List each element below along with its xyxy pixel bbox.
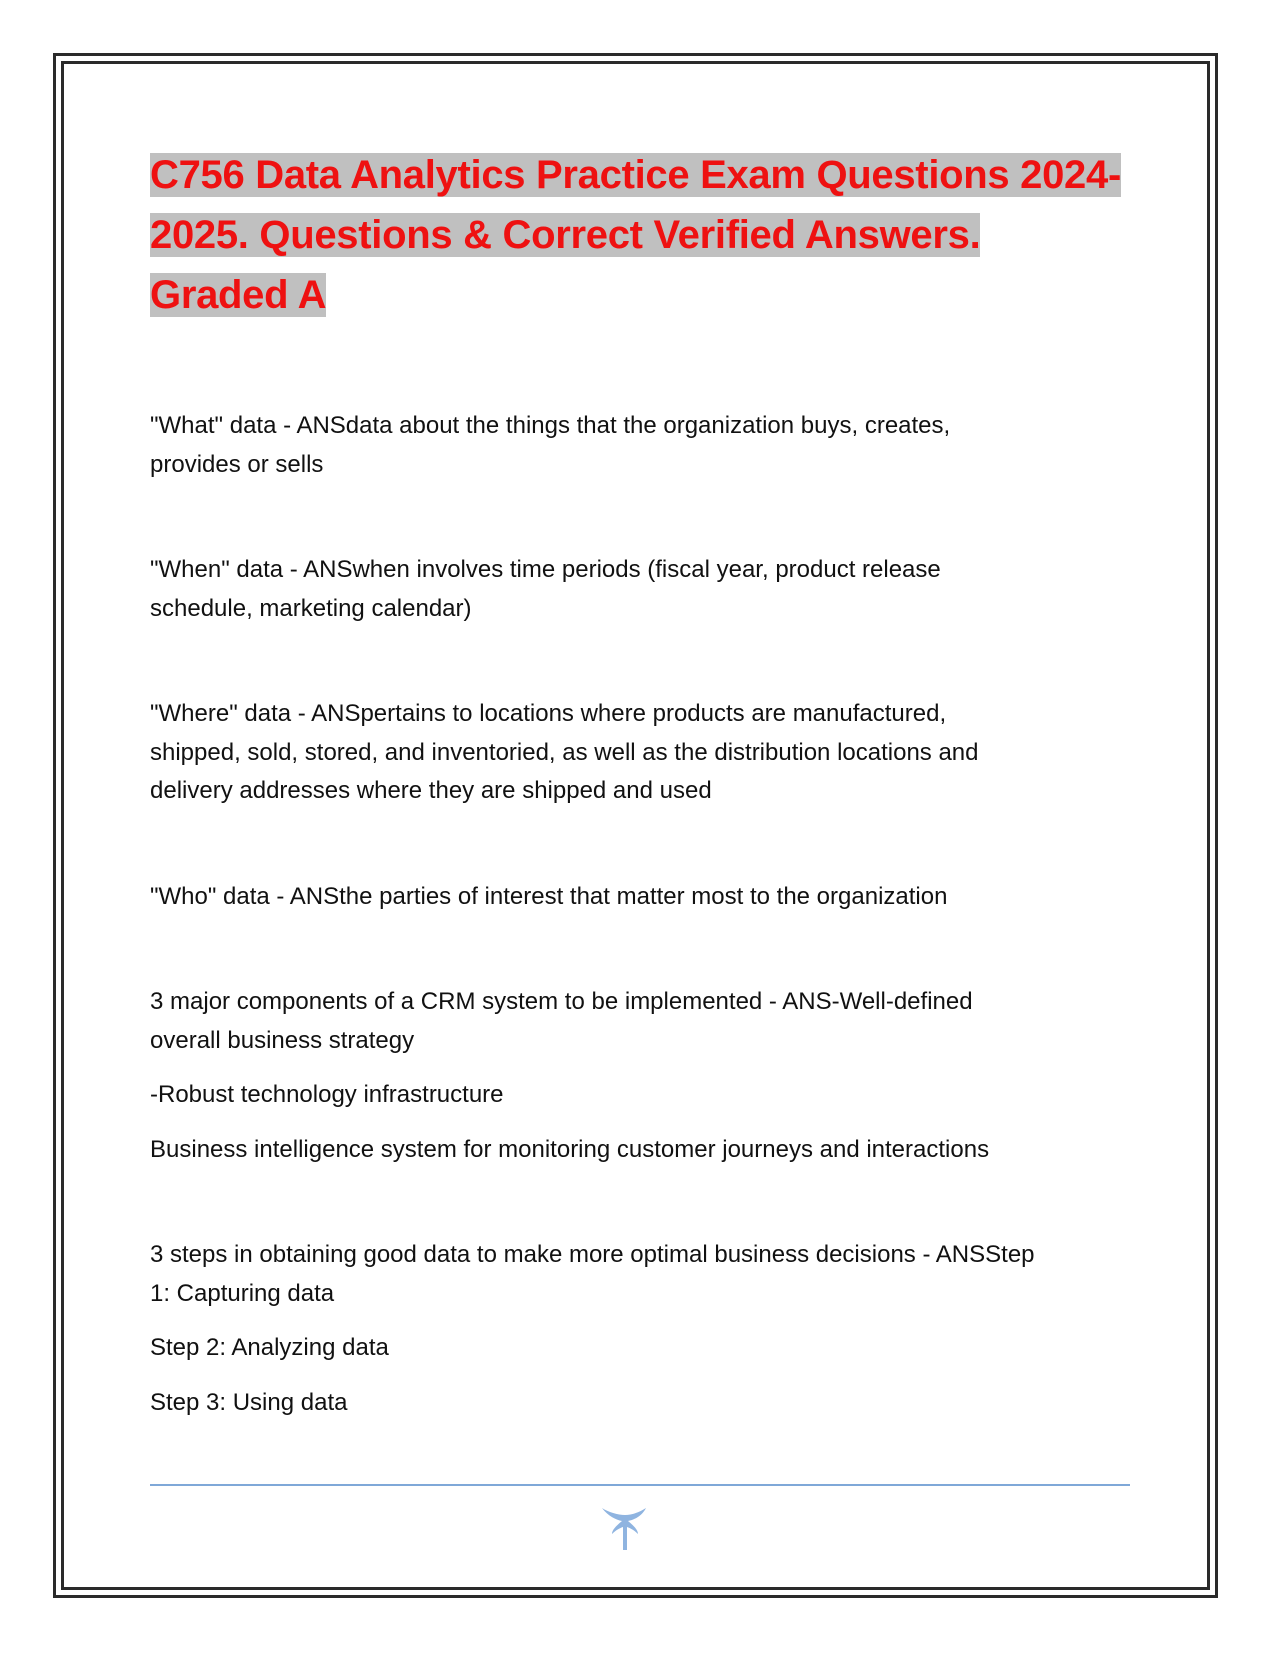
qa-entry-where [150, 695, 1135, 811]
title-line: 2025. Questions & Correct Verified Answers. [150, 213, 981, 257]
qa-entry-when [150, 551, 1135, 628]
qa-line: schedule, marketing calendar) [150, 594, 472, 622]
qa-line: "Where" data - ANSpertains to locations where products are manufactured, [150, 700, 947, 727]
document-body [150, 145, 1135, 1422]
qa-entry-who [150, 878, 1135, 917]
footer-divider [150, 1484, 1130, 1486]
qa-line: "What" data - ANSdata about the things that the organization buys, creates, [150, 412, 951, 439]
qa-line: delivery addresses where they are shipped and used [150, 777, 712, 804]
qa-line: 3 major components of a CRM system to be implemented - ANS-Well-defined [150, 988, 973, 1015]
qa-line: shipped, sold, stored, and inventoried, as well as the distribution locations and [150, 738, 979, 766]
qa-extra-line: Business intelligence system for monitoring customer journeys and interactions [150, 1135, 990, 1163]
qa-line: 3 steps in obtaining good data to make more optimal business decisions - ANSStep [150, 1241, 1035, 1268]
qa-line: "When" data - ANSwhen involves time periods (fiscal year, product release [150, 556, 941, 583]
qa-line: provides or sells [150, 450, 324, 478]
qa-entry-good-data-steps [150, 1236, 1135, 1422]
qa-entry-what [150, 407, 1135, 484]
qa-extra-line: Step 2: Analyzing data [150, 1334, 389, 1361]
qa-line: overall business strategy [150, 1026, 415, 1054]
qa-extra-line: -Robust technology infrastructure [150, 1081, 504, 1108]
qa-extra-line: Step 3: Using data [150, 1388, 348, 1416]
title-line: C756 Data Analytics Practice Exam Questions 2024- [150, 153, 1121, 197]
stylized-bird-logo-icon [600, 1502, 648, 1552]
qa-line: "Who" data - ANSthe parties of interest that matter most to the organization [150, 882, 948, 910]
document-title [150, 145, 1135, 325]
title-line: Graded A [150, 273, 327, 317]
qa-line: 1: Capturing data [150, 1279, 335, 1307]
qa-entry-crm-components [150, 983, 1135, 1169]
